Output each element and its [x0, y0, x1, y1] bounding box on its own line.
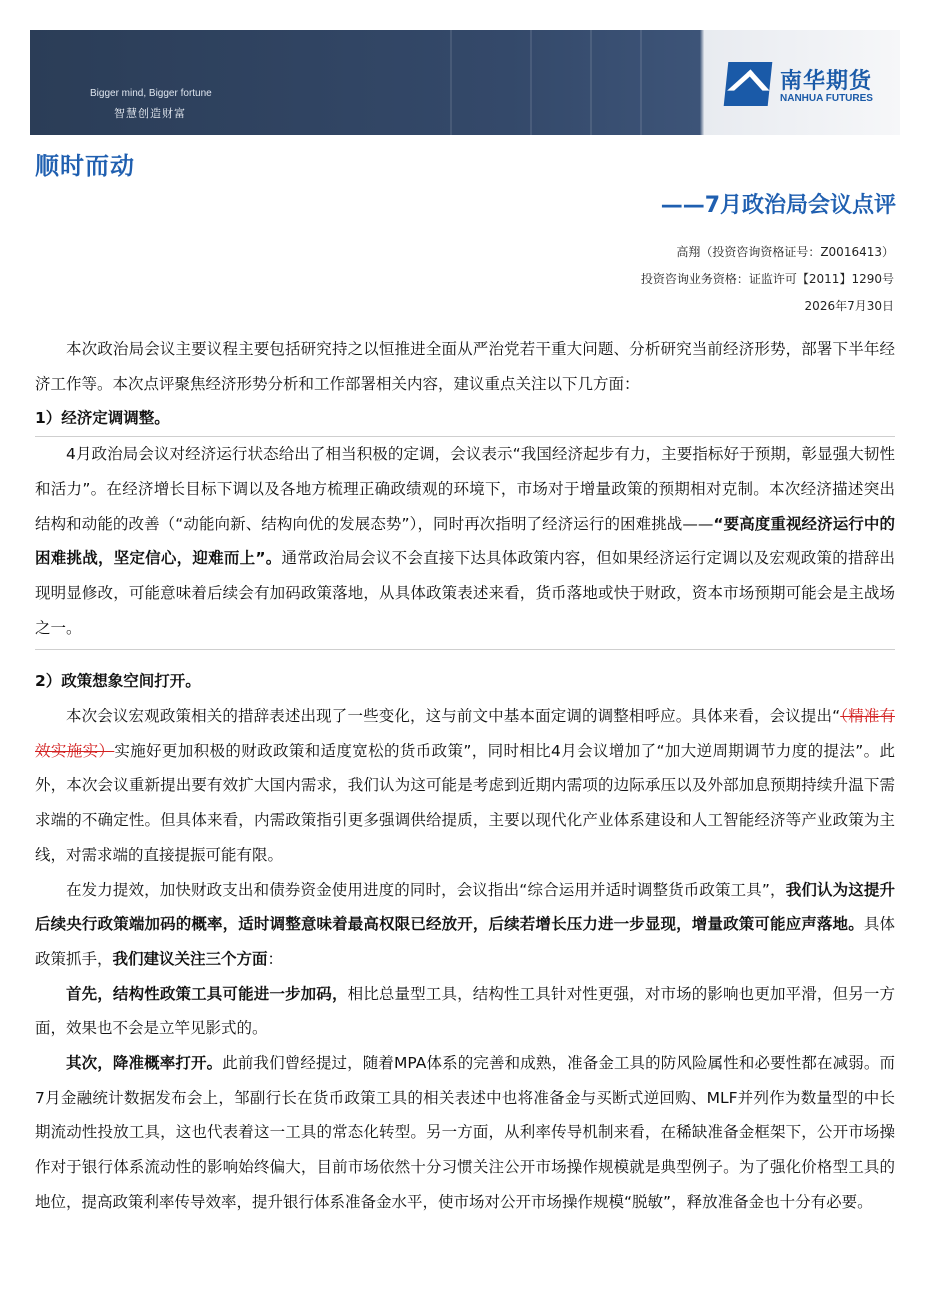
- section2-paragraph-3: [35, 977, 895, 1046]
- section2-p1-text-b: 实施好更加积极的财政政策和适度宽松的货币政策”，同时相比4月会议增加了“加大逆周期调节力度的提法”。此外，本次会议重新提出要有效扩大国内需求，我们认为这可能是考虑到近期内需项的边际承压以及外部加息预期持续升温下需求端的不确定性。但具体来看，内需政策指引更多强调供给提质，主要以现代化产业体系建设和人工智能经济等产业政策为主线，对需求端的直接提振可能有限。: [35, 741, 895, 864]
- report-subtitle: ——7月政治局会议点评: [660, 193, 896, 218]
- logo-chinese-name: 南华期货: [780, 69, 873, 94]
- section2-p2-text-a: 在发力提效，加快财政支出和债券资金使用进度的同时，会议指出“综合运用并适时调整货币政策工具”，: [66, 880, 786, 899]
- slogan-chinese: 智慧创造财富: [114, 107, 186, 120]
- section2-p3-bold: 首先，结构性政策工具可能进一步加码，: [66, 984, 348, 1003]
- section2-paragraph-1: [35, 699, 895, 873]
- section2-p1-text-a: 本次会议宏观政策相关的措辞表述出现了一些变化，这与前文中基本面定调的调整相呼应。具体来看，会议提出“: [66, 707, 841, 726]
- header-banner: [30, 30, 900, 135]
- section1-quote-bold: “要高度重视经济运行中的困难挑战，坚定信心，迎难而上”。: [35, 514, 895, 568]
- report-title: 顺时而动: [35, 152, 135, 180]
- section2-p2-text-b: 具体政策抓手，: [35, 915, 895, 968]
- section2-p4-bold: 其次，降准概率打开。: [66, 1054, 223, 1073]
- section2-paragraph-4: [35, 1046, 895, 1220]
- section1-paragraph: [35, 437, 895, 645]
- logo-english-name: NANHUA FUTURES: [780, 93, 873, 104]
- section2-p2-text-c: ：: [267, 949, 284, 968]
- section2-p3-text: 相比总量型工具，结构性工具针对性更强，对市场的影响也更加平滑，但另一方面，效果也不会是立竿见影式的。: [35, 984, 895, 1038]
- section1-text-c: 通常政治局会议不会直接下达具体政策内容，但如果经济运行定调以及宏观政策的措辞出现明显修改，可能意味着后续会有加码政策落地，从具体政策表述来看，货币落地或快于财政，资本市场预期可能会是主战场之一。: [35, 549, 895, 637]
- company-logo: [726, 60, 896, 110]
- section1-text-a: 4月政治局会议对经济运行状态给出了相当积极的定调，会议表示“我国经济起步有力，主要指标好于预期，彰显强大韧性和活力”。在经济增长目标下调以及各地方梳理正确政绩观的环境下，市场对于增量政策的预期相对克制。本次经济描述突出结构和动能的改善（“动能向新、结构向优的发展态势”），同时再次指明了经济运行的困难挑战——: [35, 445, 895, 533]
- logo-mark-icon: [724, 62, 773, 106]
- report-date: 2026年7月30日: [804, 299, 894, 313]
- deleted-text: （精准有效实施实）: [35, 707, 895, 760]
- slogan-english: Bigger mind, Bigger fortune: [90, 88, 212, 99]
- section2-p2-bold-1: 我们认为这提升后续央行政策端加码的概率，适时调整意味着最高权限已经放开，后续若增长压力进一步显现，增量政策可能应声落地。: [35, 880, 895, 934]
- author-line: 高翔（投资咨询资格证号：Z0016413）: [676, 245, 894, 259]
- section2-paragraph-2: [35, 873, 895, 977]
- section2-p2-bold-2: 我们建议关注三个方面: [112, 949, 268, 968]
- license-line: 投资咨询业务资格：证监许可【2011】1290号: [640, 272, 894, 286]
- section1-heading: 1）经济定调调整。: [35, 401, 895, 437]
- report-body: [35, 332, 895, 1220]
- intro-paragraph: 本次政治局会议主要议程主要包括研究持之以恒推进全面从严治党若干重大问题、分析研究当前经济形势，部署下半年经济工作等。本次点评聚焦经济形势分析和工作部署相关内容，建议重点关注以下几方面：: [35, 340, 895, 393]
- section2-heading: 2）政策想象空间打开。: [35, 672, 201, 691]
- section2-p4-text: 此前我们曾经提过，随着MPA体系的完善和成熟，准备金工具的防风险属性和必要性都在减弱。而7月金融统计数据发布会上，邹副行长在货币政策工具的相关表述中也将准备金与买断式逆回购、MLF并列作为数量型的中长期流动性投放工具，这也代表着这一工具的常态化转型。另一方面，从利率传导机制来看，在稀缺准备金框架下，公开市场操作对于银行体系流动性的影响始终偏大，目前市场依然十分习惯关注公开市场操作规模就是典型例子。为了强化价格型工具的地位，提高政策利率传导效率，提升银行体系准备金水平，使市场对公开市场操作规模“脱敏”，释放准备金也十分有必要。: [35, 1054, 895, 1211]
- section-divider: [35, 649, 895, 650]
